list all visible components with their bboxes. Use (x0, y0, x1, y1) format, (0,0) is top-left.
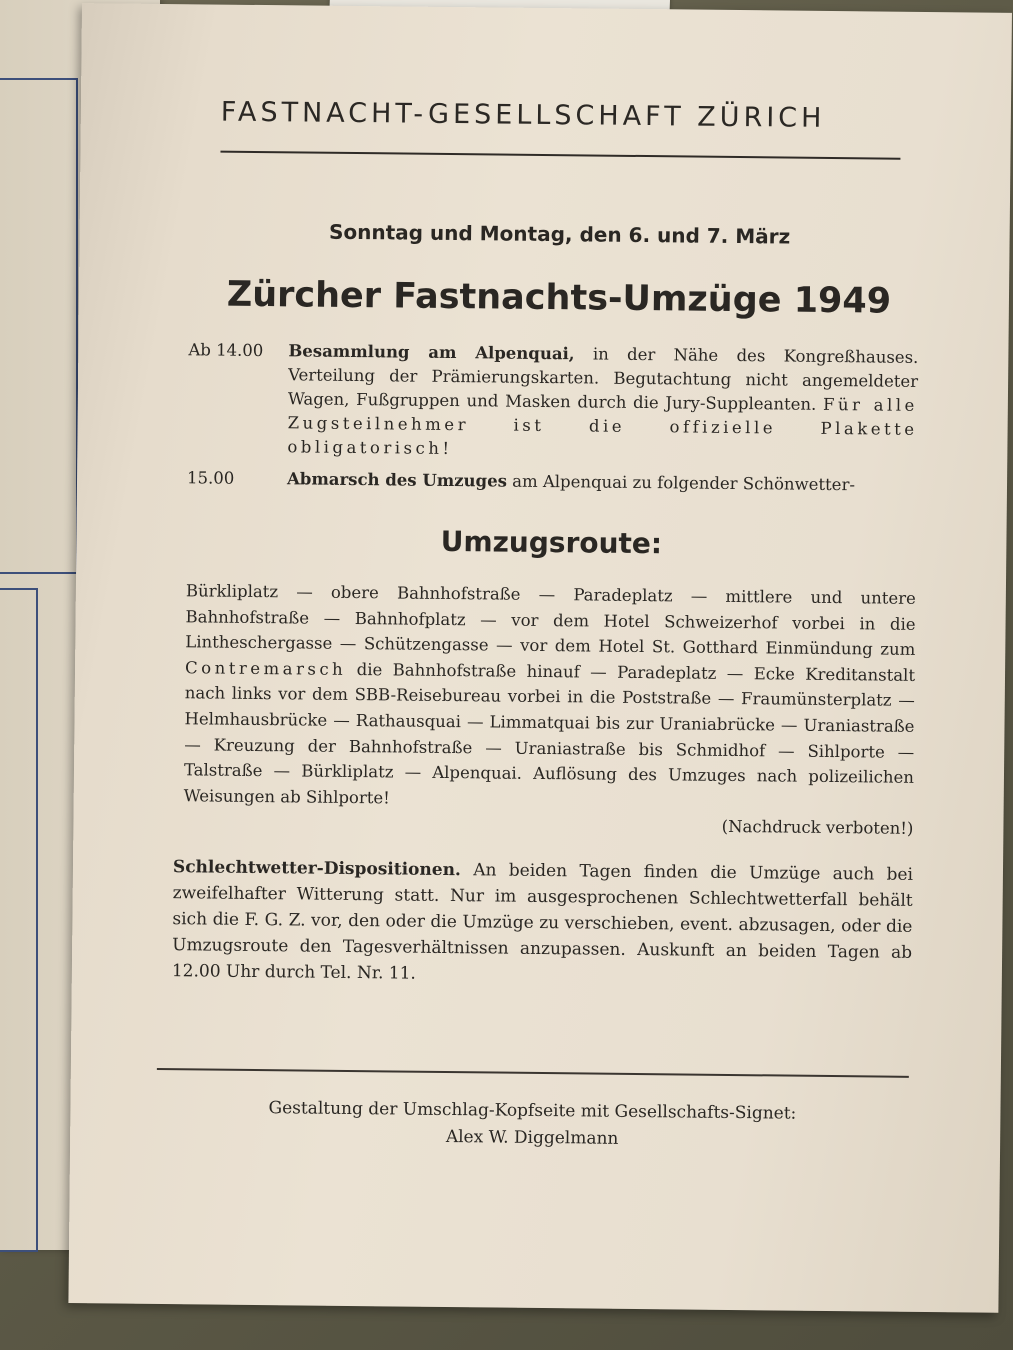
society-header: FASTNACHT-GESELLSCHAFT ZÜRICH (220, 96, 826, 134)
weather-dispositions (172, 854, 913, 992)
schedule-heading: Abmarsch des Umzuges (286, 469, 508, 491)
schedule-heading: Besammlung am Alpenquai, (288, 341, 575, 364)
weather-heading: Schlechtwetter-Dispositionen. (172, 857, 462, 881)
schedule-text: in der Nähe des Kongreßhauses. Verteilung der Prämierungskarten. Begutachtung nicht angemeldeter Wagen, Fußgruppen und Masken durch die Jury-Suppleanten. (287, 344, 919, 414)
schedule-time: Ab 14.00 (188, 340, 264, 361)
booklet-page (68, 3, 1012, 1313)
credit-artist: Alex W. Diggelmann (445, 1127, 619, 1149)
schedule-text: am Alpenquai zu folgender Schönwetter- (506, 471, 856, 495)
left-page-frame-top (0, 78, 78, 574)
event-date: Sonntag und Montag, den 6. und 7. März (328, 219, 791, 249)
schedule-entry-departure (187, 466, 917, 498)
route-spaced-word: Contremarsch (184, 658, 347, 679)
left-page-frame-bottom (0, 588, 38, 1252)
footer-divider (157, 1068, 909, 1078)
cover-credit (156, 1094, 909, 1156)
credit-line: Gestaltung der Umschlag-Kopfseite mit Gesellschafts-Signet: (268, 1098, 797, 1124)
schedule-body (287, 467, 917, 498)
schedule-emphasis: Für alle Zugsteilnehmer ist die offizielle Plakette obligatorisch! (287, 394, 918, 459)
route-heading: Umzugsroute: (440, 524, 663, 561)
header-divider (220, 151, 900, 160)
event-title: Zürcher Fastnachts-Umzüge 1949 (226, 274, 892, 322)
reprint-note: (Nachdruck verboten!) (721, 817, 914, 839)
schedule-time: 15.00 (186, 468, 235, 488)
schedule-entry-assembly (187, 338, 918, 466)
route-text-part2: die Bahnhofstraße hinauf — Paradeplatz — Ecke Kreditanstalt nach links vor dem SBB-Reisebureau vorbei in die Poststraße — Fraumünsterplatz — Helmhausbrücke — Rathausquai — Limmatquai bis zur Uraniabrücke — Uraniastraße — Kreuzung der Bahnhofstraße — Uraniastraße bis Schmidhof — Sihlporte — Talstraße — Bürkliplatz — Alpenquai. Auflösung des Umzuges nach polizeilichen Weisungen ab Sihlporte! (183, 659, 916, 808)
weather-text: An beiden Tagen finden die Umzüge auch bei zweifelhafter Witterung statt. Nur im ausgesprochenen Schlechtwetterfall behält sich die F. G. Z. vor, den oder die Umzüge zu verschieben, event. abzusagen, oder die Umzugsroute den Tagesverhältnissen anzupassen. Auskunft an beiden Tagen ab 12.00 Uhr durch Tel. Nr. 11. (171, 860, 914, 984)
schedule-body (287, 339, 918, 466)
route-description (183, 578, 916, 842)
route-text-part1: Bürkliplatz — obere Bahnhofstraße — Paradeplatz — mittlere und untere Bahnhofstraße — Bahnhofplatz — vor dem Hotel Schweizerhof vorbei in die Lintheschergasse — Schützengasse — vor dem Hotel St. Gotthard Einmündung zum (185, 581, 916, 660)
